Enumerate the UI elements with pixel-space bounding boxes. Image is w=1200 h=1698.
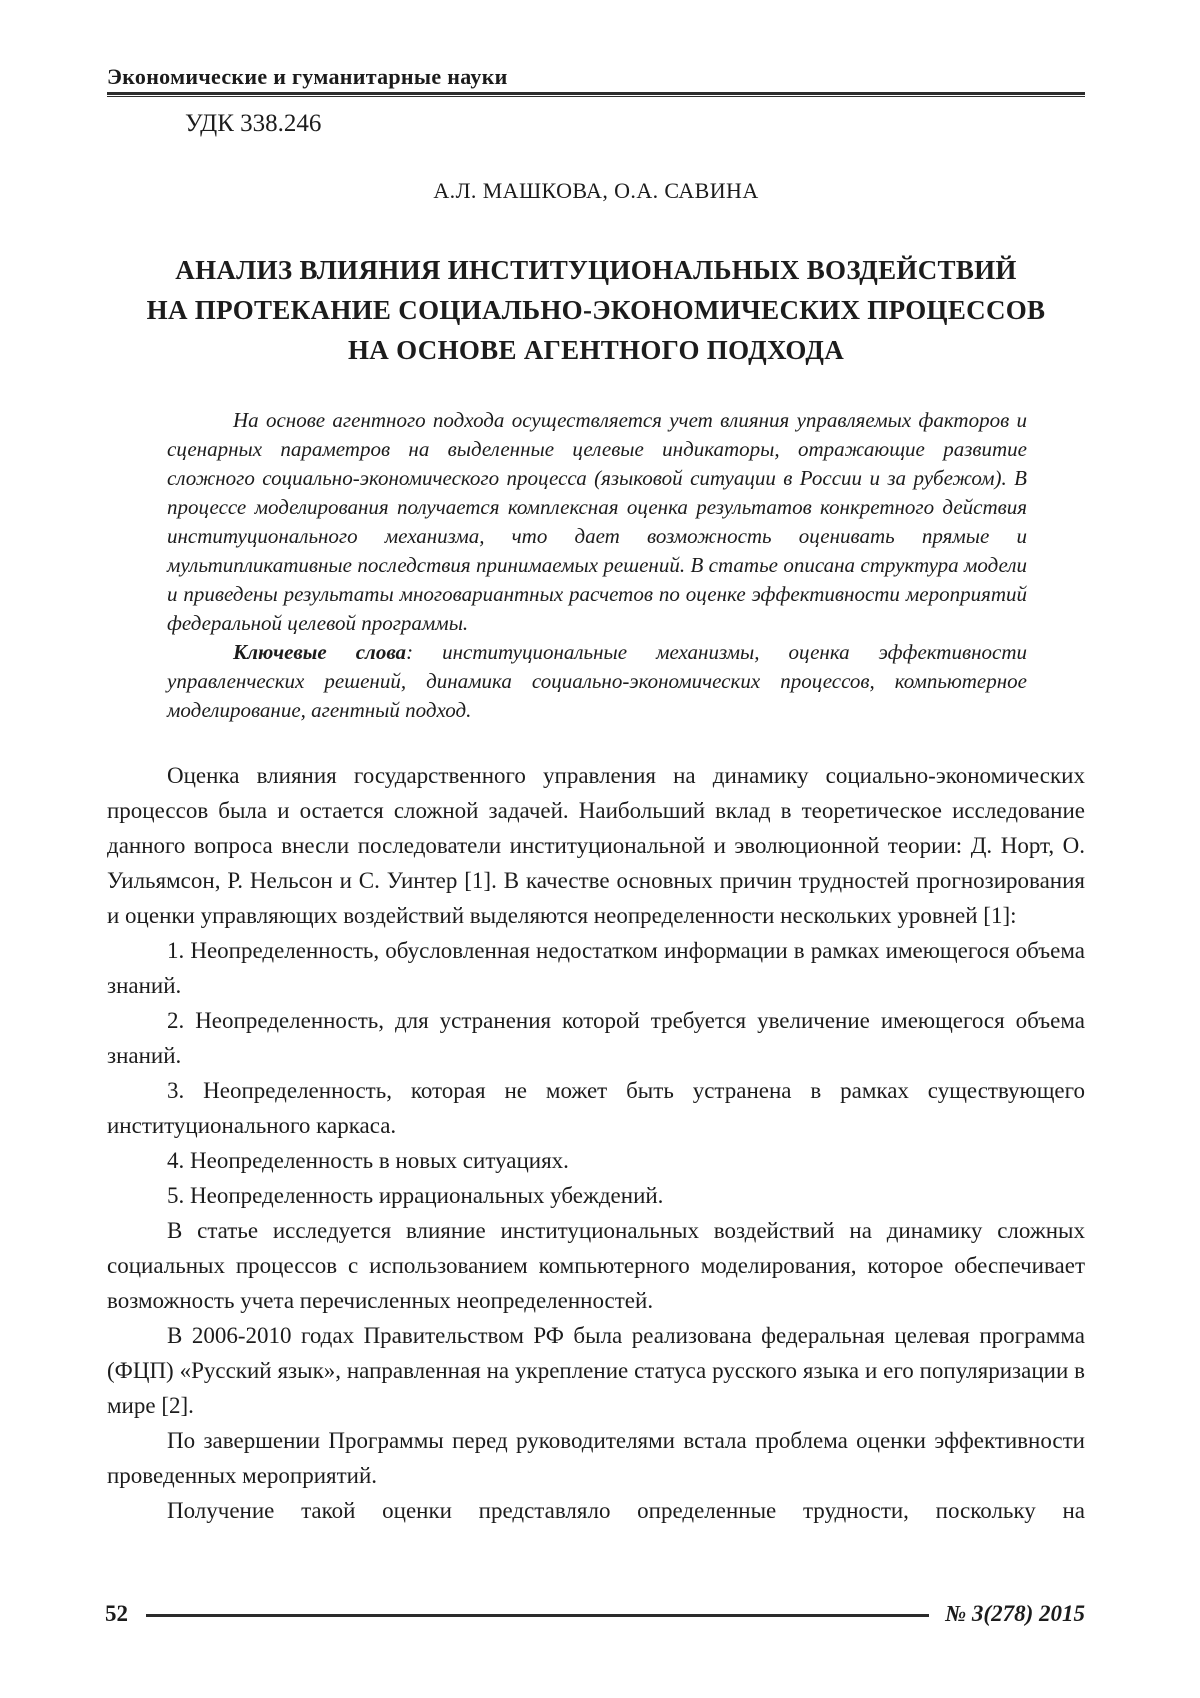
body-paragraph-10: Получение такой оценки представляло определенные трудности, поскольку на — [167, 1498, 1085, 1523]
authors-line: А.Л. МАШКОВА, О.А. САВИНА — [433, 178, 759, 203]
body-paragraph-8: В 2006-2010 годах Правительством РФ была реализована федеральная целевая программа (ФЦП) «Русский язык», направленная на укрепление статуса русского языка и его популяризации в мире [2]. — [107, 1323, 1085, 1418]
page-footer — [105, 1601, 1085, 1627]
body-paragraph-3: 2. Неопределенность, для устранения которой требуется увеличение имеющегося объема знаний. — [107, 1008, 1085, 1068]
body-paragraph-9: По завершении Программы перед руководителями встала проблема оценки эффективности проведенных мероприятий. — [107, 1428, 1085, 1488]
footer-rule — [146, 1614, 929, 1617]
article-body — [107, 758, 1085, 1528]
keywords-paragraph — [167, 638, 1027, 725]
body-paragraph-2: 1. Неопределенность, обусловленная недостатком информации в рамках имеющегося объема знаний. — [107, 938, 1085, 998]
article-title — [95, 250, 1097, 370]
keywords-text: : институциональные механизмы, оценка эффективности управленческих решений, динамика социально-экономических процессов, компьютерное моделирование, агентный подход. — [167, 640, 1027, 722]
page-header — [107, 64, 1085, 97]
article-title-line-3: НА ОСНОВЕ АГЕНТНОГО ПОДХОДА — [348, 335, 844, 365]
body-paragraph-1: Оценка влияния государственного управления на динамику социально-экономических процессов была и остается сложной задачей. Наибольший вклад в теоретическое исследование данного вопроса внесли последователи институциональной и эволюционной теории: Д. Норт, О. Уильямсон, Р. Нельсон и С. Уинтер [1]. В качестве основных причин трудностей прогнозирования и оценки управляющих воздействий выделяются неопределенности нескольких уровней [1]: — [107, 763, 1085, 928]
body-paragraph-6: 5. Неопределенность иррациональных убеждений. — [167, 1183, 664, 1208]
header-rule — [107, 92, 1085, 97]
article-title-line-1: АНАЛИЗ ВЛИЯНИЯ ИНСТИТУЦИОНАЛЬНЫХ ВОЗДЕЙСТВИЙ — [175, 255, 1017, 285]
abstract-block — [167, 406, 1027, 725]
body-paragraph-4: 3. Неопределенность, которая не может быть устранена в рамках существующего институционального каркаса. — [107, 1078, 1085, 1138]
issue-label: № 3(278) 2015 — [945, 1601, 1085, 1626]
body-paragraph-5: 4. Неопределенность в новых ситуациях. — [167, 1148, 569, 1173]
udc-code: УДК 338.246 — [185, 110, 322, 137]
journal-title: Экономические и гуманитарные науки — [107, 64, 508, 89]
body-paragraph-7: В статье исследуется влияние институциональных воздействий на динамику сложных социальных процессов с использованием компьютерного моделирования, которое обеспечивает возможность учета перечисленных неопределенностей. — [107, 1218, 1085, 1313]
article-title-line-2: НА ПРОТЕКАНИЕ СОЦИАЛЬНО-ЭКОНОМИЧЕСКИХ ПРОЦЕССОВ — [146, 295, 1046, 325]
keywords-label: Ключевые слова — [233, 640, 407, 664]
page-number: 52 — [105, 1601, 128, 1626]
abstract-paragraph: На основе агентного подхода осуществляется учет влияния управляемых факторов и сценарных параметров на выделенные целевые индикаторы, отражающие развитие сложного социально-экономического процесса (языковой ситуации в России и за рубежом). В процессе моделирования получается комплексная оценка результатов конкретного действия институционального механизма, что дает возможность оценивать прямые и мультипликативные последствия принимаемых решений. В статье описана структура модели и приведены результаты многовариантных расчетов по оценке эффективности мероприятий федеральной целевой программы. — [167, 408, 1027, 635]
